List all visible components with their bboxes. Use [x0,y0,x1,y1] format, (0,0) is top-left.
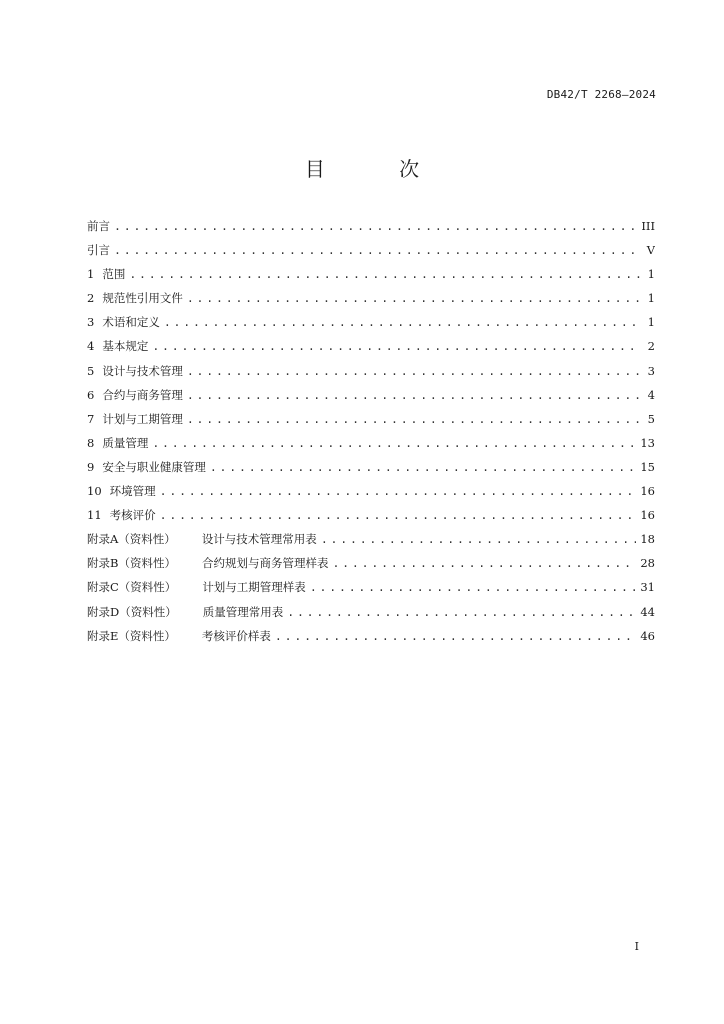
toc-entry-number: 5 [87,363,95,378]
toc-entry[interactable] [87,363,655,387]
toc-entry-label: 范围 [102,267,126,282]
toc-leader-dots [287,605,636,619]
toc-entry[interactable] [87,555,655,579]
toc-leader-dots [114,243,641,257]
toc-leader-dots [275,629,636,643]
toc-entry-page: 3 [647,363,655,378]
table-of-contents [87,218,655,652]
toc-leader-dots [129,267,641,281]
toc-entry-label: 质量管理 [102,435,149,450]
toc-entry-number: 2 [87,291,95,306]
toc-leader-dots [187,364,641,378]
toc-leader-dots [187,412,641,426]
toc-leader-dots [321,532,637,546]
toc-entry-number: 附录A（资料性） [87,532,176,547]
toc-entry-page: 18 [640,532,655,547]
toc-entry-label: 前言 [87,219,110,233]
toc-entry[interactable] [87,218,655,242]
toc-entry-page: 15 [640,459,655,474]
toc-entry[interactable] [87,338,655,362]
toc-leader-dots [160,508,637,522]
toc-entry[interactable] [87,483,655,507]
toc-entry[interactable] [87,459,655,483]
toc-entry-number: 10 [87,484,102,499]
page-number: I [634,940,639,953]
toc-entry-label: 计划与工期管理样表 [202,580,306,595]
toc-entry-number: 6 [87,387,95,402]
toc-entry-number: 1 [87,267,95,282]
toc-entry[interactable] [87,242,655,266]
toc-leader-dots [164,315,641,329]
toc-entry[interactable] [87,507,655,531]
standard-code: DB42/T 2268—2024 [546,88,656,101]
toc-entry[interactable] [87,579,655,603]
toc-entry-page: 1 [647,315,655,330]
toc-leader-dots [210,460,637,474]
toc-entry-number: 7 [87,411,95,426]
toc-entry-number: 3 [87,315,95,330]
toc-leader-dots [160,484,637,498]
toc-entry-label: 计划与工期管理 [102,411,183,426]
toc-entry-label: 引言 [87,243,110,258]
toc-leader-dots [187,291,641,305]
toc-entry-page: 2 [647,339,655,354]
toc-entry-page: III [641,219,655,233]
toc-entry-label: 考核评价 [109,508,156,523]
toc-leader-dots [152,339,641,353]
toc-entry-label: 设计与技术管理常用表 [201,532,317,547]
toc-entry-label: 安全与职业健康管理 [102,459,206,474]
toc-entry-label: 合约与商务管理 [102,387,183,402]
toc-entry-label: 质量管理常用表 [202,604,284,619]
toc-entry-page: 4 [647,387,655,402]
toc-entry-label: 基本规定 [102,339,149,354]
toc-entry-number: 8 [87,435,95,450]
toc-entry-page: 46 [640,628,655,643]
toc-entry-page: 44 [640,604,655,619]
toc-entry-page: 5 [647,411,655,426]
toc-entry-label: 合约规划与商务管理样表 [201,556,329,571]
toc-entry-page: 31 [640,580,655,595]
toc-entry[interactable] [87,628,655,652]
toc-entry-number: 附录C（资料性） [87,580,177,595]
toc-entry-label: 设计与技术管理 [102,363,183,378]
toc-entry-page: 16 [640,484,655,499]
toc-entry-page: 1 [647,291,655,306]
toc-entry-label: 考核评价样表 [201,628,271,643]
toc-entry-page: 13 [640,435,655,450]
toc-entry[interactable] [87,604,655,628]
toc-leader-dots [152,436,636,450]
toc-entry[interactable] [87,290,655,314]
toc-entry-label: 环境管理 [109,484,156,499]
toc-entry-page: 1 [647,267,655,282]
toc-entry[interactable] [87,314,655,338]
toc-entry-label: 规范性引用文件 [102,291,183,306]
toc-entry-number: 附录E（资料性） [87,628,176,643]
toc-leader-dots [310,580,637,594]
toc-entry-label: 术语和定义 [102,315,160,330]
toc-entry[interactable] [87,266,655,290]
toc-entry-number: 11 [87,508,102,523]
toc-entry-page: 16 [640,508,655,523]
toc-entry[interactable] [87,411,655,435]
toc-entry-number: 附录B（资料性） [87,556,176,571]
toc-entry-page: 28 [640,556,655,571]
toc-entry[interactable] [87,435,655,459]
toc-leader-dots [332,556,636,570]
toc-leader-dots [114,219,637,233]
toc-entry[interactable] [87,531,655,555]
page-title: 目 次 [304,157,454,181]
toc-leader-dots [187,388,641,402]
toc-entry[interactable] [87,387,655,411]
toc-entry-number: 9 [87,459,95,474]
toc-entry-number: 附录D（资料性） [87,604,177,619]
toc-entry-number: 4 [87,339,95,354]
toc-entry-page: V [646,243,655,258]
